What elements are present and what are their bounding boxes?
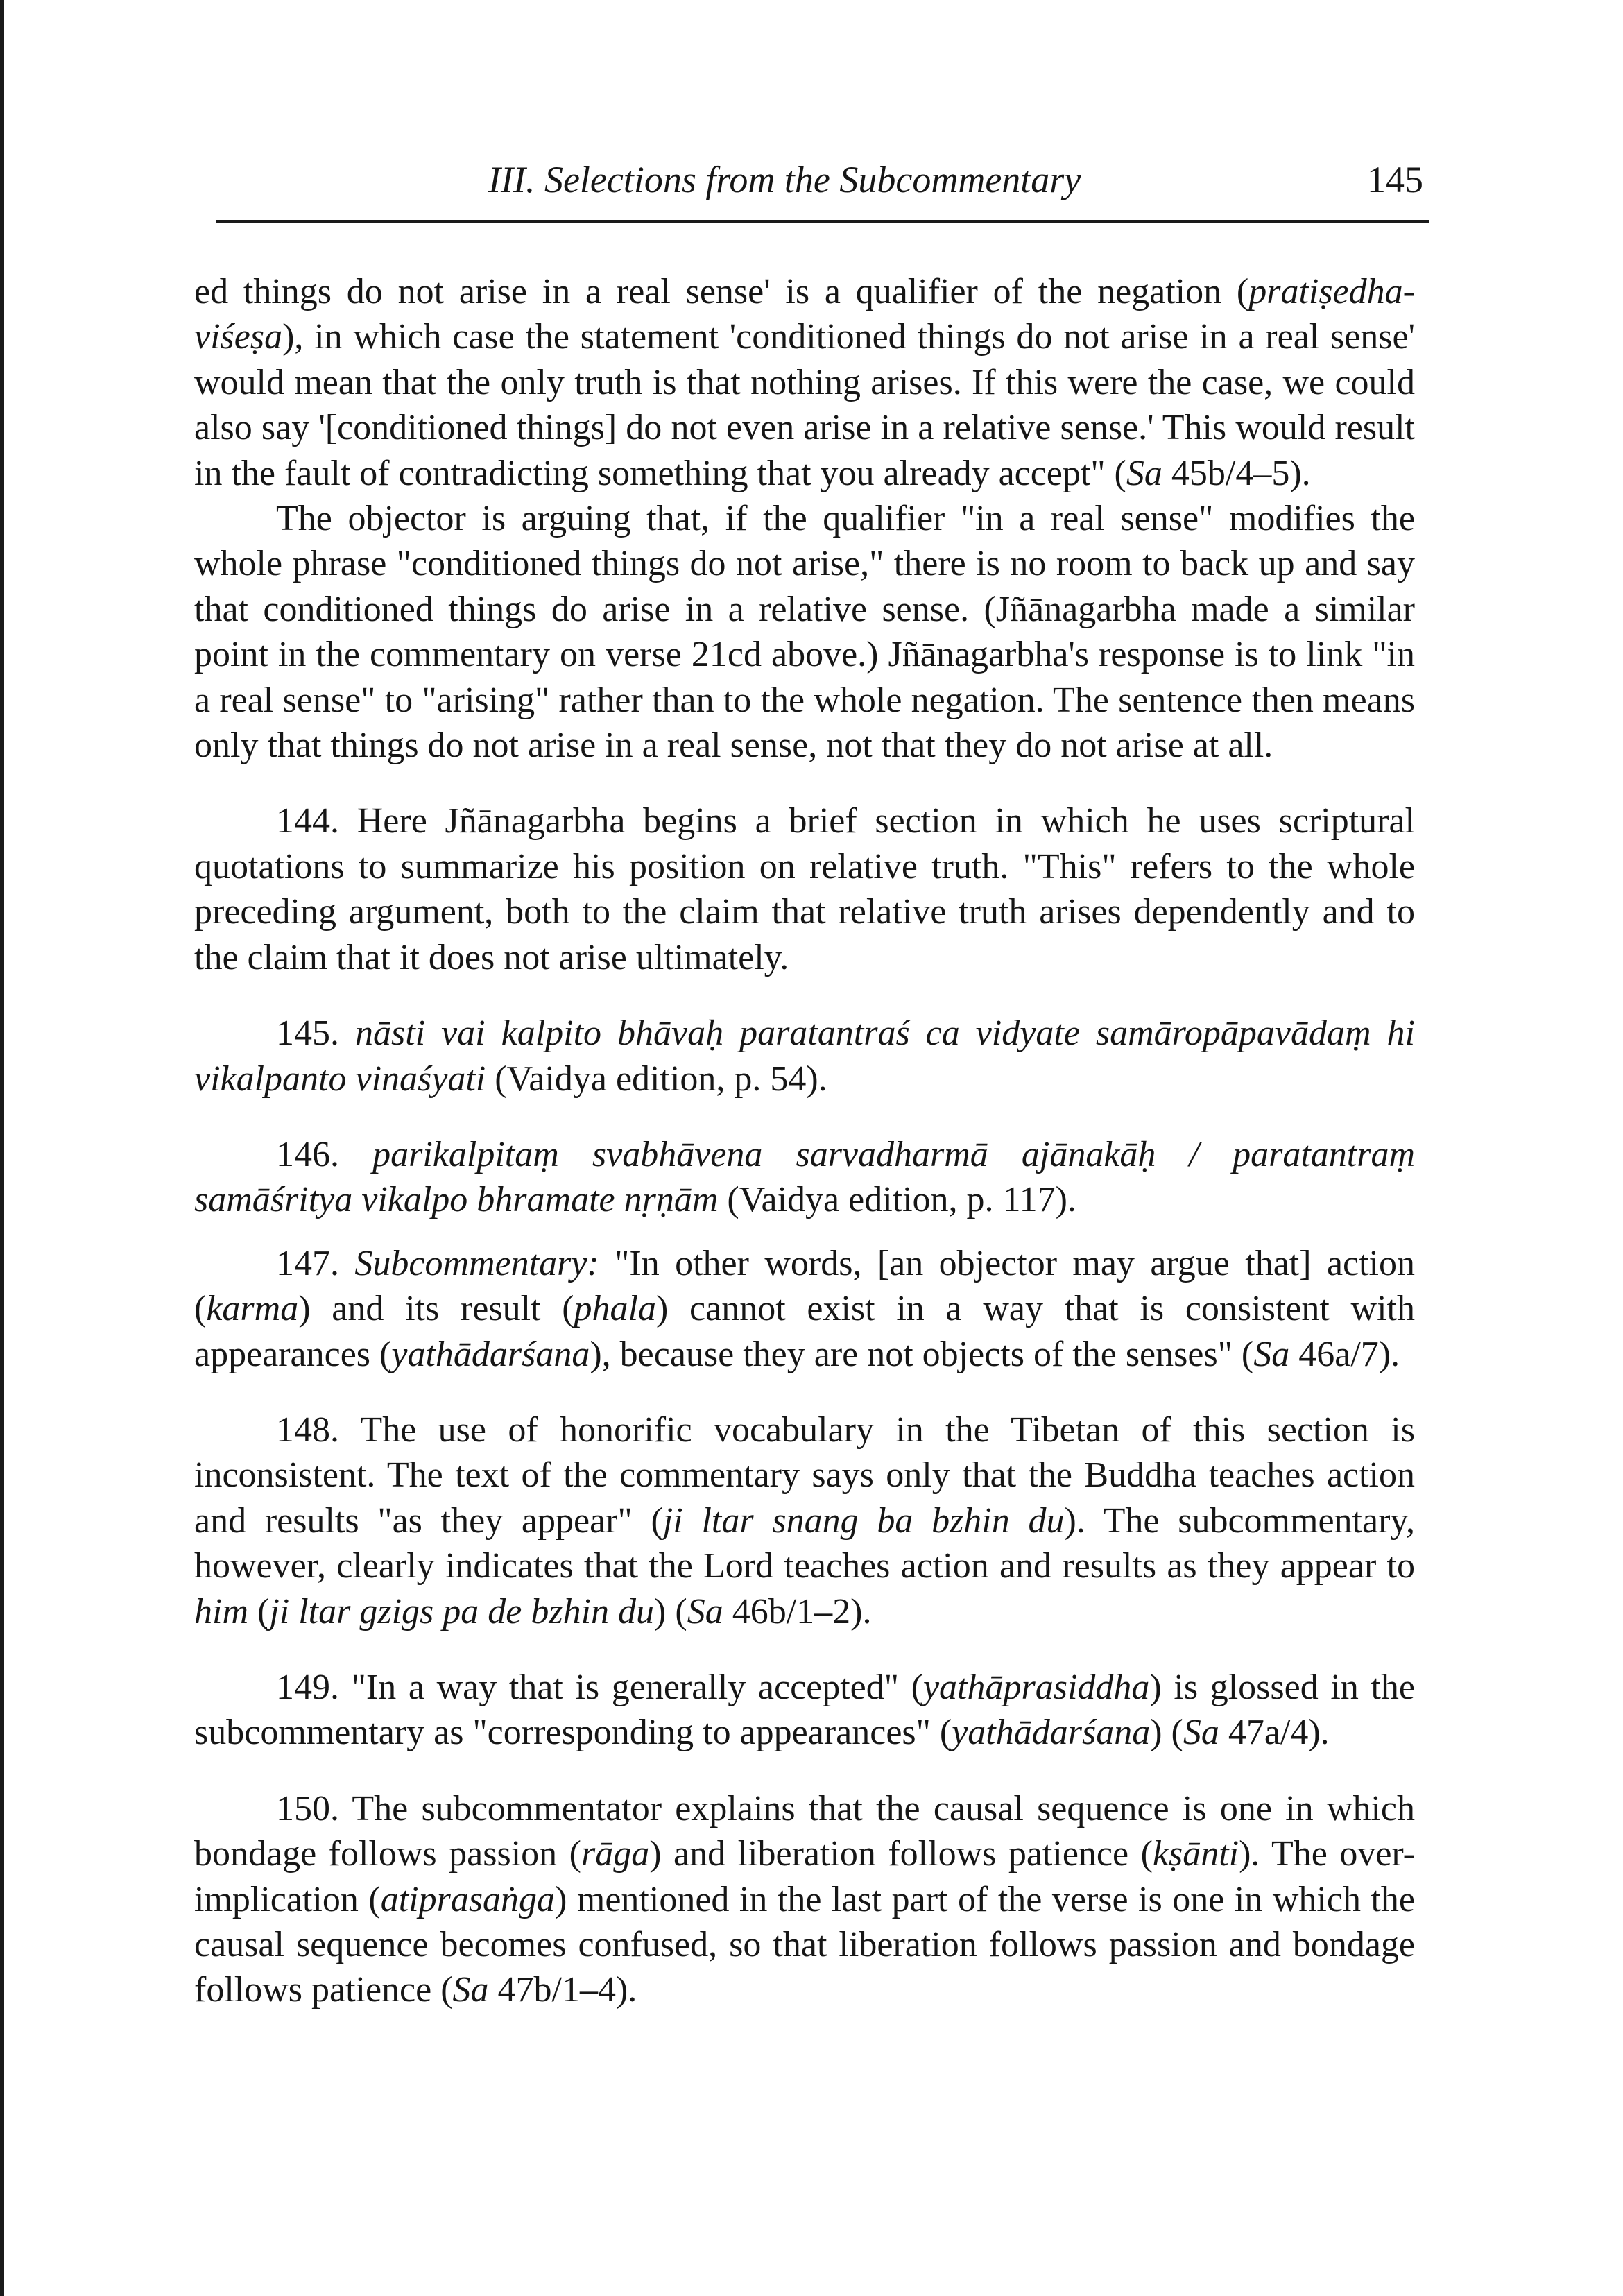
running-head-title: III. Selections from the Subcommentary <box>488 159 1081 200</box>
running-head-rule <box>216 220 1429 223</box>
italic-text: nāsti vai kalpito bhāvaḥ paratantraś ca vidyate samāropāpavādaṃ hi vikalpanto vinaśyati <box>194 1013 1415 1099</box>
note-147 <box>194 1241 1415 1377</box>
italic-text: pratiṣedha-viśeṣa <box>194 272 1415 357</box>
paragraph-continued <box>194 269 1415 496</box>
note-148 <box>194 1407 1415 1634</box>
italic-text: Sa <box>1126 453 1162 493</box>
italic-text: Sa <box>1183 1713 1219 1753</box>
text-run: (Vaidya edition, p. 117). <box>718 1180 1076 1220</box>
page-edge-rule <box>0 0 4 2296</box>
text-run: 145. <box>276 1013 355 1054</box>
text-run: ) ( <box>654 1591 687 1631</box>
note-145 <box>194 1011 1415 1102</box>
text-run: The objector is arguing that, if the qualifier "in a real sense" modifies the whole phrase "conditioned things do not arise," there is no room to back up and say that conditioned things do arise in a relative sense. (Jñānagarbha made a similar point in the commentary on verse 21cd above.) Jñānagarbha's response is to link "in a real sense" to "arising" rather than to the whole negation. The sentence then means only that things do not arise in a real sense, not that they do not arise at all. <box>194 499 1415 766</box>
italic-text: ji ltar snang ba bzhin du <box>662 1500 1065 1541</box>
italic-text: Sa <box>687 1591 723 1631</box>
italic-text: Sa <box>452 1970 489 2010</box>
text-run: ) mentioned in the last part of the verse is one in which the causal sequence becomes confused, so that liberation follows passion and bondage follows patience ( <box>194 1879 1415 2010</box>
note-144 <box>194 798 1415 980</box>
running-head <box>216 158 1429 209</box>
italic-text: Subcommentary: <box>354 1243 599 1283</box>
text-run: 46b/1–2). <box>723 1591 872 1631</box>
italic-text: parikalpitaṃ svabhāvena sarvadharmā ajānakāḥ / paratantraṃ samāśritya vikalpo bhramate nṛṇām <box>194 1134 1416 1220</box>
text-run: 46a/7). <box>1289 1334 1400 1374</box>
text-run: 150. The subcommentator explains that the causal sequence is one in which bondage follows passion ( <box>194 1788 1415 1874</box>
text-run: 146. <box>276 1134 373 1174</box>
text-run: 47b/1–4). <box>488 1970 637 2010</box>
italic-text: yathādarśana <box>391 1334 590 1374</box>
text-run: ( <box>248 1591 270 1631</box>
text-run: (Vaidya edition, p. 54). <box>486 1059 827 1099</box>
page-number: 145 <box>1367 159 1423 200</box>
text-run: ) cannot exist in a way that is consistent with appearances ( <box>194 1289 1416 1374</box>
italic-text: karma <box>206 1289 299 1329</box>
italic-text: Sa <box>1253 1334 1290 1374</box>
text-run: 149. "In a way that is generally accepted" ( <box>276 1667 923 1707</box>
text-run: ) and liberation follows patience ( <box>649 1834 1153 1874</box>
text-run: ). The subcommentary, however, clearly indicates that the Lord teaches action and results as they appear to <box>194 1500 1416 1586</box>
text-run: ed things do not arise in a real sense' is a qualifier of the negation ( <box>194 272 1249 311</box>
text-run: ), because they are not objects of the senses" ( <box>590 1334 1254 1374</box>
page-body <box>194 269 1415 2013</box>
text-run: ) is glossed in the subcommentary as "corresponding to appearances" ( <box>194 1667 1415 1753</box>
text-run: 147. <box>276 1243 355 1283</box>
italic-text: yathādarśana <box>952 1713 1151 1753</box>
note-149 <box>194 1665 1415 1756</box>
italic-text: yathāprasiddha <box>922 1667 1150 1707</box>
note-146 <box>194 1132 1415 1223</box>
text-run: ). The over-implication ( <box>194 1834 1415 1919</box>
text-run: 47a/4). <box>1219 1713 1330 1753</box>
italic-text: rāga <box>581 1834 650 1874</box>
italic-text: ji ltar gzigs pa de bzhin du <box>269 1591 655 1631</box>
text-run: 45b/4–5). <box>1162 453 1311 493</box>
italic-text: atiprasaṅga <box>380 1879 556 1919</box>
text-run: ) ( <box>1150 1713 1183 1753</box>
text-run: "In other words, [an objector may argue that] action ( <box>194 1243 1416 1329</box>
italic-text: phala <box>574 1289 656 1329</box>
text-run: 148. The use of honorific vocabulary in the Tibetan of this section is inconsistent. The text of the commentary says only that the Buddha teaches action and results "as they appear" ( <box>194 1410 1415 1541</box>
italic-text: kṣānti <box>1152 1834 1239 1874</box>
paragraph-objector <box>194 496 1415 768</box>
italic-text: him <box>194 1591 248 1631</box>
note-150 <box>194 1786 1415 2013</box>
text-run: 144. Here Jñānagarbha begins a brief section in which he uses scriptural quotations to summarize his position on relative truth. "This" refers to the whole preceding argument, both to the claim that relative truth arises dependently and to the claim that it does not arise ultimately. <box>194 801 1415 977</box>
text-run: ), in which case the statement 'conditioned things do not arise in a real sense' would mean that the only truth is that nothing arises. If this were the case, we could also say '[conditioned things] do not even arise in a relative sense.' This would result in the fault of contradicting something that you already accept" ( <box>194 317 1415 493</box>
text-run: ) and its result ( <box>298 1289 574 1329</box>
